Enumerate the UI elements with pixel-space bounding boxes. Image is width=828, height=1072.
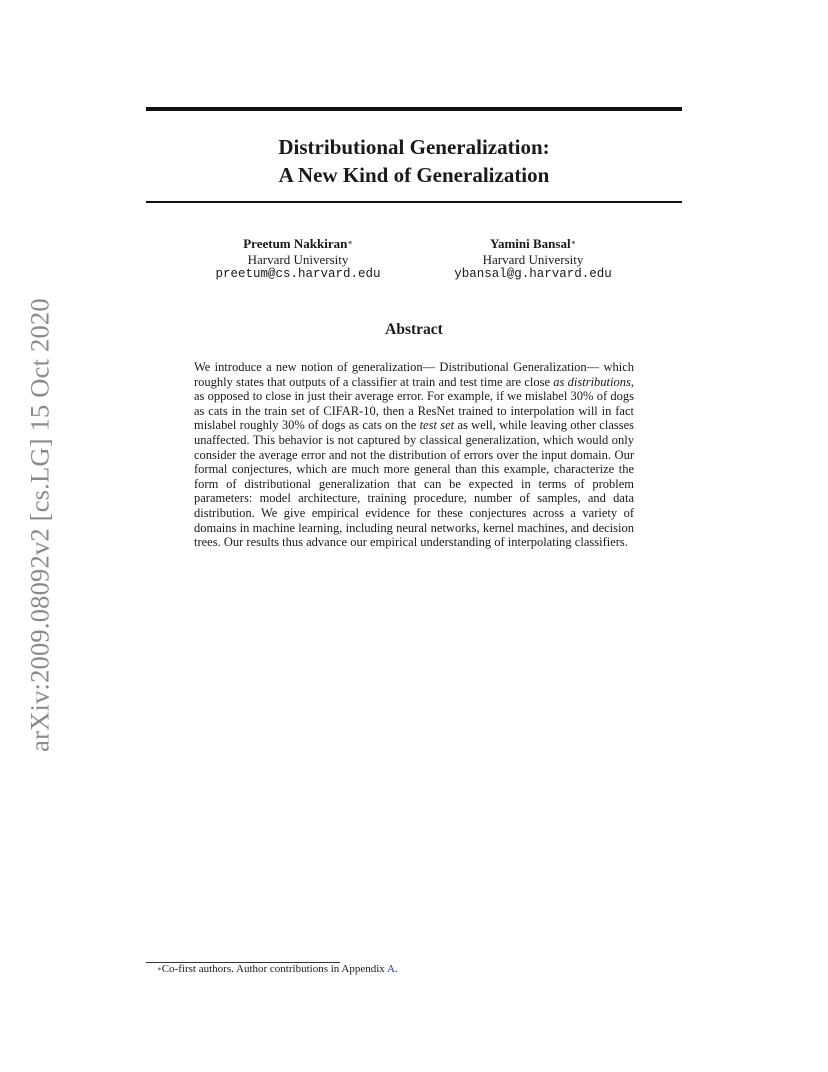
- author-email[interactable]: ybansal@g.harvard.edu: [454, 267, 612, 281]
- author-name: Yamini Bansal∗: [490, 236, 576, 251]
- author-affiliation: Harvard University: [482, 251, 584, 267]
- title-line-2: A New Kind of Generalization: [278, 163, 550, 187]
- author-block-2: [433, 236, 633, 283]
- abstract-body: We introduce a new notion of generalization— Distributional Generalization— which roughly states that outputs of a classifier at train and test time are close as distributions, as opposed to close in just their average error. For example, if we mislabel 30% of dogs as cats in the train set of CIFAR-10, then a ResNet trained to interpolation will in fact mislabel roughly 30% of dogs as cats on the test set as well, while leaving other classes unaffected. This behavior is not captured by classical generalization, which would only consider the average error and not the distribution of errors over the input domain. Our formal conjectures, which are much more general than this example, characterize the form of distributional generalization that can be expected in terms of problem parameters: model architecture, training procedure, number of samples, and data distribution. We give empirical evidence for these conjectures across a variety of domains in machine learning, including neural networks, kernel machines, and decision trees. Our results thus advance our empirical understanding of interpolating classifiers.: [194, 360, 635, 550]
- co-first-mark: ∗: [347, 238, 353, 247]
- title-top-rule: [146, 107, 682, 111]
- author-affiliation: Harvard University: [247, 251, 349, 267]
- author-name: Preetum Nakkiran∗: [243, 236, 353, 251]
- abstract-heading: Abstract: [385, 321, 443, 338]
- title-bottom-rule: [146, 201, 682, 203]
- appendix-link[interactable]: A: [386, 963, 395, 975]
- title-line-1: Distributional Generalization:: [278, 135, 550, 159]
- footnote: ∗Co-first authors. Author contributions in Appendix A.: [157, 963, 398, 975]
- arxiv-identifier-stamp: arXiv:2009.08092v2 [cs.LG] 15 Oct 2020: [24, 298, 55, 752]
- author-email[interactable]: preetum@cs.harvard.edu: [215, 267, 381, 281]
- footnote-mark: ∗: [157, 965, 162, 973]
- author-block-1: [198, 236, 398, 283]
- emphasis-test-set: test set: [419, 418, 455, 433]
- emphasis-as-distributions: as distributions: [553, 374, 631, 389]
- paper-title: [146, 133, 682, 189]
- co-first-mark: ∗: [570, 238, 576, 247]
